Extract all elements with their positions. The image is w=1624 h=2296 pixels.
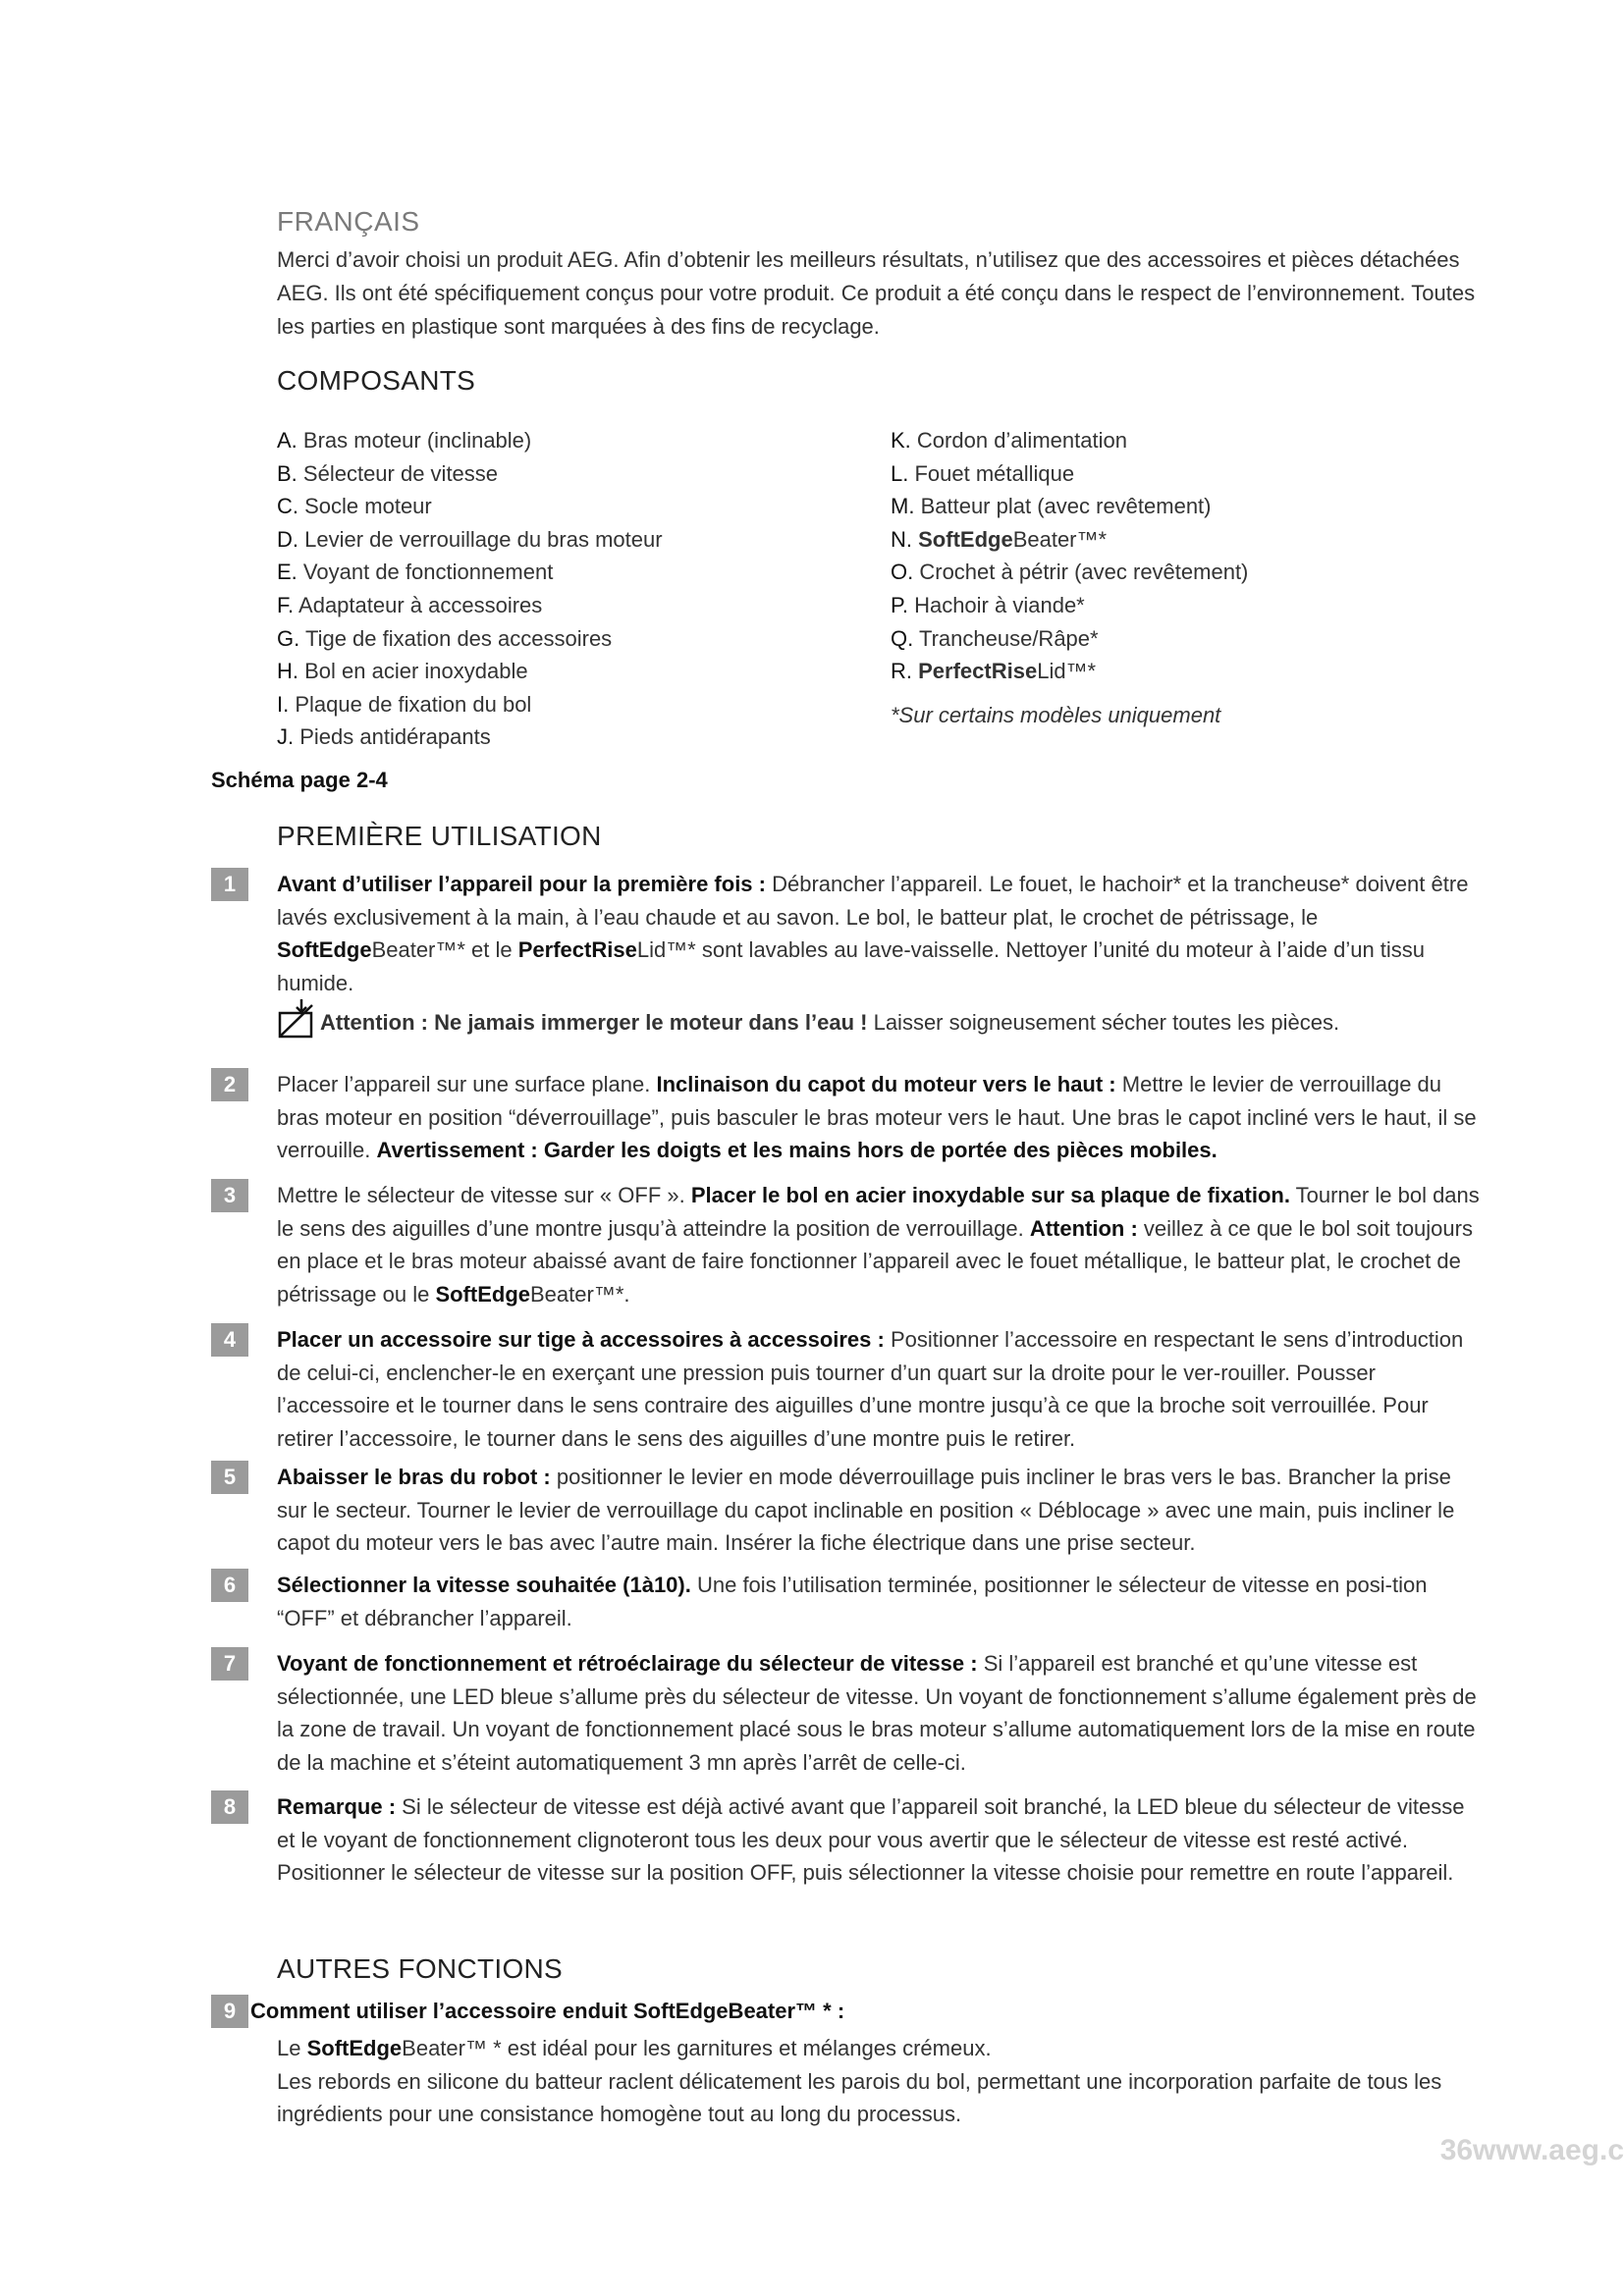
component-item: D. Levier de verrouillage du bras moteur [277,526,663,552]
component-item: M. Batteur plat (avec revêtement) [891,494,1212,519]
first-use-heading: PREMIÈRE UTILISATION [277,821,602,851]
step-text: Placer un accessoire sur tige à accessoires à accessoires : Positionner l’accessoire en respectant le sens d’introduction de celui-ci, enclencher-le en exerçant une pression puis tourner d’un quart sur la droite pour le ver-rouiller. Pousser l’accessoire et le tourner dans le sens contraire des aiguilles d’une montre jusqu’à ce que la broche soit verrouillée. Pour retirer l’accessoire, le tourner dans le sens des aiguilles d’une montre puis le retirer. [277,1327,1464,1451]
component-item: K. Cordon d’alimentation [891,428,1127,453]
language-heading: FRANÇAIS [277,206,420,237]
step-text: Voyant de fonctionnement et rétroéclairage du sélecteur de vitesse : Si l’appareil est branché et qu’une vitesse est sélectionnée, une LED bleue s’allume près du sélecteur de vitesse. Un voyant de fonctionnement s’allume également près de la zone de travail. Un voyant de fonctionnement placé sous le bras moteur s’allume automatiquement lors de la mise en route de la machine et s’éteint automatiquement 3 mn après l’arrêt de celle-ci. [277,1651,1477,1775]
component-item: F. Adaptateur à accessoires [277,592,543,617]
step-text: Mettre le sélecteur de vitesse sur « OFF ». Placer le bol en acier inoxydable sur sa plaque de fixation. Tourner le bol dans le sens des aiguilles d’une montre jusqu’à atteindre la position de verrouillage. Attention : veillez à ce que le bol soit toujours en place et le bras moteur abaissé avant de faire fonctionner l’appareil avec le fouet métallique, le batteur plat, le crochet de pétrissage ou le SoftEdgeBeater™*. [277,1183,1480,1307]
component-item: Q. Trancheuse/Râpe* [891,625,1099,651]
components-list-right [891,424,1248,688]
step-text: Remarque : Si le sélecteur de vitesse est déjà activé avant que l’appareil soit branché, la LED bleue du sélecteur de vitesse et le voyant de fonctionnement clignoteront tous les deux pour vous avertir que le sélecteur de vitesse est resté activé. Positionner le sélecteur de vitesse sur la position OFF, puis sélectionner la vitesse choisie pour remettre en route l’appareil. [277,1794,1465,1885]
step-number-badge: 8 [211,1790,248,1824]
component-item: P. Hachoir à viande* [891,592,1085,617]
step-number-badge: 7 [211,1647,248,1681]
step-text: Abaisser le bras du robot : positionner le levier en mode déverrouillage puis incliner le bras vers le bas. Brancher la prise sur le secteur. Tourner le levier de verrouillage du capot inclinable en position « Déblocage » avec une main, puis incliner le capot du moteur vers le bas avec l’autre main. Insérer la fiche électrique dans une prise secteur. [277,1465,1455,1555]
softedge-line-1: Le SoftEdgeBeater™ * est idéal pour les garnitures et mélanges crémeux. [277,2036,992,2060]
step-number-badge: 2 [211,1068,248,1101]
component-item: I. Plaque de fixation du bol [277,691,532,717]
softedge-description [277,2032,1485,2131]
component-item: L. Fouet métallique [891,460,1075,486]
component-item: R. PerfectRiseLid™* [891,659,1097,684]
step-text: Placer l’appareil sur une surface plane. Inclinaison du capot du moteur vers le haut : Mettre le levier de verrouillage du bras moteur en position “déverrouillage”, puis basculer le bras moteur vers le haut. Une bras le capot incliné vers le haut, il se verrouille. Avertissement : Garder les doigts et les mains hors de portée des pièces mobiles. [277,1072,1477,1162]
warning-line: Attention : Ne jamais immerger le moteur dans l’eau ! Laisser soigneusement sécher toutes les pièces. [277,999,1485,1039]
no-immersion-icon [277,999,320,1039]
step-number-badge: 9 [211,1995,248,2028]
component-item: J. Pieds antidérapants [277,724,491,750]
step-text: Sélectionner la vitesse souhaitée (1à10). Une fois l’utilisation terminée, positionner le sélecteur de vitesse en posi-tion “OFF” et débrancher l’appareil. [277,1573,1428,1630]
page-footer: 36www.aeg.c [1439,2134,1624,2166]
step-heading: Comment utiliser l’accessoire enduit SoftEdgeBeater™ * : [250,1999,845,2023]
component-item: O. Crochet à pétrir (avec revêtement) [891,560,1249,585]
component-item: H. Bol en acier inoxydable [277,659,528,684]
components-heading: COMPOSANTS [277,365,476,396]
step-text: Avant d’utiliser l’appareil pour la première fois : Débrancher l’appareil. Le fouet, le hachoir* et la trancheuse* doivent être lavés exclusivement à la main, à l’eau chaude et au savon. Le bol, le batteur plat, le crochet de pétrissage, le SoftEdgeBeater™* et le PerfectRiseLid™* sont lavables au lave-vaisselle. Nettoyer l’unité du moteur à l’aide d’un tissu humide. [277,872,1469,995]
component-item: N. SoftEdgeBeater™* [891,526,1108,552]
step-number-badge: 3 [211,1179,248,1212]
step-number-badge: 1 [211,868,248,901]
softedge-line-2: Les rebords en silicone du batteur raclent délicatement les parois du bol, permettant une incorporation parfaite de tous les ingrédients pour une consistance homogène tout au long du processus. [277,2068,1442,2126]
component-item: G. Tige de fixation des accessoires [277,625,613,651]
step-number-badge: 6 [211,1569,248,1602]
components-list-left [277,424,663,754]
components-note: *Sur certains modèles uniquement [891,703,1221,727]
step-number-badge: 5 [211,1461,248,1494]
other-functions-heading: AUTRES FONCTIONS [277,1953,564,1984]
intro-paragraph: Merci d’avoir choisi un produit AEG. Afin d’obtenir les meilleurs résultats, n’utilisez que des accessoires et pièces détachées AEG. Ils ont été spécifiquement conçus pour votre produit. Ce produit a été conçu dans le respect de l’environnement. Toutes les parties en plastique sont marquées à des fins de recyclage. [277,247,1476,339]
component-item: E. Voyant de fonctionnement [277,560,554,585]
schema-reference: Schéma page 2-4 [211,768,388,792]
component-item: B. Sélecteur de vitesse [277,460,499,486]
step-number-badge: 4 [211,1323,248,1357]
component-item: C. Socle moteur [277,494,432,519]
component-item: A. Bras moteur (inclinable) [277,428,532,453]
